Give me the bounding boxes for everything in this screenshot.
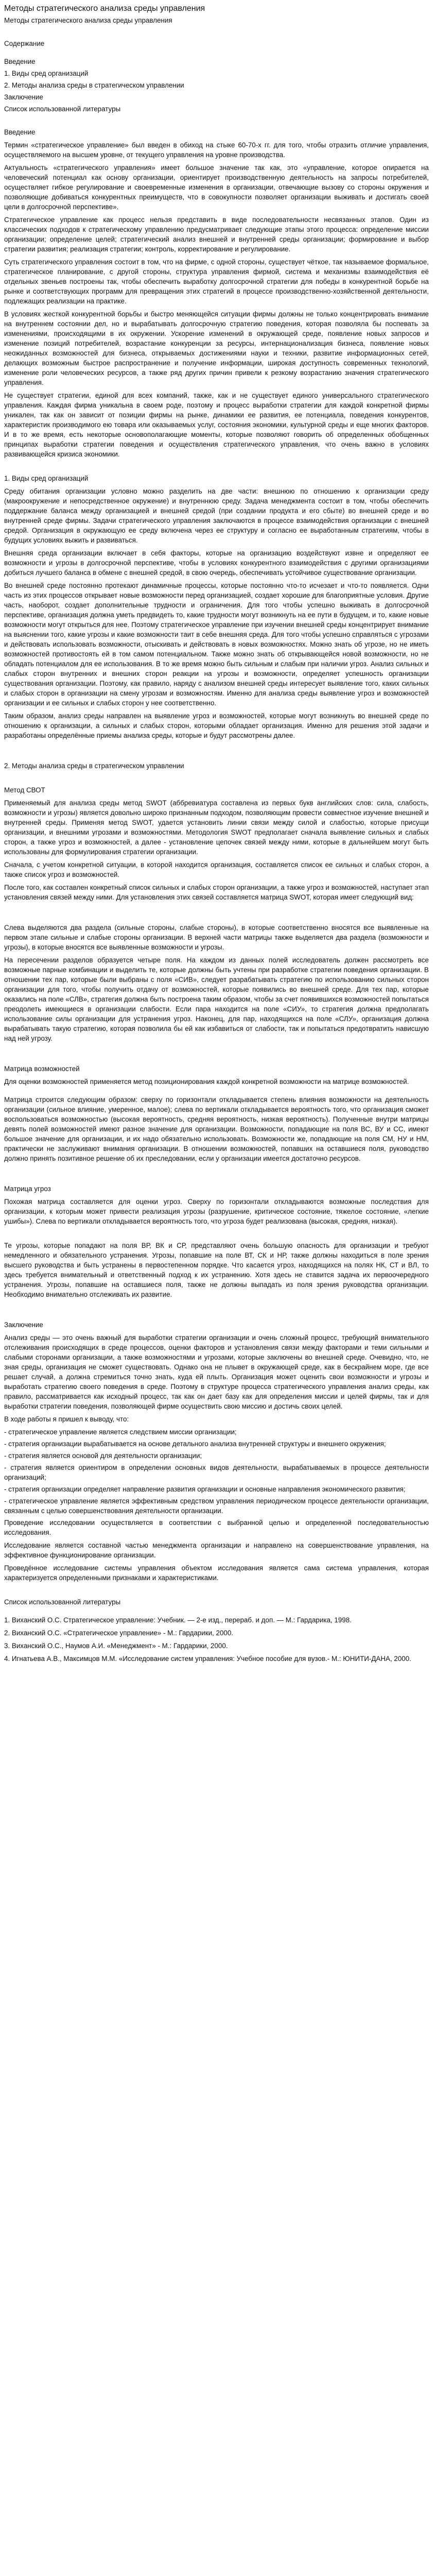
paragraph: Те угрозы, которые попадают на поля ВР, ВК и СР, представляют очень большую опасность для организации и требуют немедленного и обязательного устранения. Угрозы, попавшие на поле ВТ, СК и НР, также должны находиться в поле зрения высшего руководства и быть устранены в первостепенном порядке. Что касается угроз, находящихся на полях НК, СТ и ВЛ, то здесь требуется внимательный и ответственный подход к их устранению. Хотя здесь не ставится задача их первоочередного устранения. Угрозы, попавшие на оставшиеся поля, также не должны выпадать из поля зрения руководства организации. Необходимо внимательно отслеживать их развитие.	[4, 1242, 429, 1298]
bibliography-item: 4. Игнатьева А.В., Максимцов М.М. «Исследование систем управления: Учебное пособие для вузов.- М.: ЮНИТИ-ДАНА, 2000.	[4, 1655, 411, 1663]
paragraph: Среду обитания организации условно можно разделить на две части: внешнюю по отношению к организации среду (макроокружение и непосредственное окружение) и внутреннюю среду. Задача менеджмента состоит в том, чтобы обеспечить поддержание баланса между организацией и внешней средой (при создании продукта и его сбыте) во внешней среде и во внутренней среде фирмы. Задачи стратегического управления заключаются в процессе взаимодействия организации с внешней средой. Организация в окружающую ее среду включена через ее структуру и согласно ее выработанным стратегиям, чтобы в будущих условиях выжить и развиваться.	[4, 487, 429, 544]
paragraph: Таким образом, анализ среды направлен на выявление угроз и возможностей, которые могут возникнуть во внешней среде по отношению к организации, а сильных и слабых сторон, которыми обладает организация. Именно для решения этой задачи и разработаны определённые приемы анализа среды, которые и будут рассмотрены далее.	[4, 712, 429, 739]
document-subtitle: Методы стратегического анализа среды управления	[4, 16, 172, 24]
section-1	[4, 473, 429, 740]
list-item: - стратегия организации вырабатывается на основе детального анализа внутренней структуры и внешнего окружения;	[4, 1440, 386, 1448]
bibliography-item: 3. Виханский О.С., Наумов А.И. «Менеджмент» - М.: Гардарики, 2000.	[4, 1642, 228, 1650]
paragraph: Анализ среды — это очень важный для выработки стратегии организации и очень сложный процесс, требующий внимательного отслеживания происходящих в среде процессов, оценки факторов и установления связи между факторами и теми сильными и слабыми сторонами организации, а также возможностями и угрозами, которые заключены во внешней среде. Очевидно, что, не зная среды, организация не сможет существовать. Однако она не плывет в окружающей среде, как в бескрайнем море, где все решает случай, а должна стремиться точно знать, куда ей плыть. Организация может оценить свои возможности и угрозы и выработать стратегию своего поведения в среде. Поэтому в структуре процесса стратегического управления анализ среды, как правило, рассматривается как исходный процесс, так как он дает базу как для определения миссии и целей фирмы, так и для выработки стратегии поведения, позволяющей фирме осуществить свою миссию и достичь своих целей.	[4, 1334, 429, 1410]
paragraph: На пересечении разделов образуется четыре поля. На каждом из данных полей исследователь должен рассмотреть все возможные парные комбинации и выделить те, которые должны быть учтены при разработке стратегии поведения организации. В отношении тех пар, которые были выбраны с поля «СИВ», следует разрабатывать стратегию по использованию сильных сторон организации для того, чтобы получить отдачу от возможностей, которые появились во внешней среде. Для тех пар, которые оказались на поле «СЛВ», стратегия должна быть построена таким образом, чтобы за счет появившихся возможностей попытаться преодолеть имеющиеся в организации слабости. Если пара находится на поле «СИУ», то стратегия должна предполагать использование силы организации для устранения угроз. Наконец, для пар, находящихся на поле «СЛУ», организация должна вырабатывать такую стратегию, которая позволила бы ей как избавиться от слабости, так и попытаться предотвратить нависшую над ней угрозу.	[4, 956, 429, 1042]
document-title: Методы стратегического анализа среды управления	[4, 4, 205, 13]
paragraph: Для оценки возможностей применяется метод позиционирования каждой конкретной возможности на матрице возможностей.	[4, 1078, 409, 1086]
paragraph: Во внешней среде постоянно протекают динамичные процессы, которые постоянно что-то исчезает и что-то появляется. Одни часть из этих процессов открывает новые возможности перед организацией, создает хорошие для благоприятные условия. Другие часть, наоборот, создает дополнительные трудности и ограничения. Для того чтобы успешно выживать в долгосрочной перспективе, организация должна уметь предвидеть то, какие трудности могут возникнуть на ее пути в будущем, и то, какие новые возможности могут открыться для нее. Поэтому стратегическое управление при изучении внешней среды концентрирует внимание на выяснении того, какие угрозы и какие возможности таит в себе внешняя среда. Для того чтобы успешно справляться с угрозами и действовать использовать возможности, отыскивать и действовать в новых возможностях. Можно знать об угрозе, но не иметь возможностей противостоять ей в том самом потенциальном. Также можно знать об открывающейся новой возможности, но не обладать потенциалом для ее использования. В то же время можно быть сильным и слабым при наличии угроз. Анализ сильных и слабых сторон внутренних и внешних сторон реакции на угрозы и возможности, определяет успешность организации существования организации. Поэтому, как правило, наряду с анализом внешней среды интересует выявление того, каких сильных и слабых сторон в организации на смену угрозам и возможностям. Именно для анализа среды выявление угроз и возможностей организации и ее сильных и слабых сторон у нее соответственно.	[4, 582, 429, 707]
bibliography-section	[4, 1597, 429, 1664]
swot-heading: Метод СВОТ	[4, 786, 45, 794]
toc-item: Заключение	[4, 93, 43, 101]
paragraph: Применяемый для анализа среды метод SWOT (аббревиатура составлена из первых букв английских слов: сила, слабость, возможности и угрозы) является довольно широко признанным подходом, позволяющим провести совместное изучение внешней и внутренней среды. Применяя метод SWOT, удается установить линии связи между силой и слабостью, которые присущи организации, и внешними угрозами и возможностями. Методология SWOT предполагает сначала выявление сильных и слабых сторон, а также угроз и возможностей, а далее - установление цепочек связей между ними, которые в дальнейшем могут быть использованы для формулирования стратегии организации.	[4, 799, 429, 856]
opportunity-matrix-heading: Матрица возможностей	[4, 1065, 80, 1073]
paragraph: В ходе работы я пришел к выводу, что:	[4, 1415, 129, 1423]
toc-item: Введение	[4, 58, 36, 65]
paragraph: Суть стратегического управления состоит в том, что на фирме, с одной стороны, существует чёткое, так называемое формальное, стратегическое планирование, с другой стороны, структура управления фирмой, система и механизмы взаимодействия её отдельных звеньев построены так, чтобы обеспечить выработку долгосрочной стратегии для победы в конкурентной борьбе на рынке и соответствующих программ для превращения этих стратегий в процессе производственно-хозяйственной деятельности, подлежащих реализации на практике.	[4, 258, 429, 305]
paragraph: После того, как составлен конкретный список сильных и слабых сторон организации, а также угроз и возможностей, наступает этап установления связей между ними. Для установления этих связей составляется матрица SWOT, которая имеет следующий вид:	[4, 884, 429, 901]
paragraph: Матрица строится следующим образом: сверху по горизонтали откладывается степень влияния возможности на деятельность организации (сильное влияние, умеренное, малое); слева по вертикали откладывается вероятность того, что организация сможет воспользоваться возможностью (высокая вероятность, средняя вероятность, низкая вероятность). Полученные внутри матрицы девять полей возможностей имеют разное значение для организации. Возможности, попадающие на поля ВС, ВУ и СС, имеют большое значение для организации, и их надо обязательно использовать. Возможности же, попадающие на поля СМ, НУ и НМ, практически не заслуживают внимания организации. В отношении возможностей, попавших на оставшиеся поля, руководство должно принять позитивное решение об их преследовании, если у организации имеется достаточно ресурсов.	[4, 1096, 429, 1162]
paragraph: Актуальность «стратегического управления» имеет большое значение так как, это «управление, которое опирается на человеческий потенциал как основу организации, ориентирует производственную деятельность на запросы потребителей, осуществляет гибкое регулирование и своевременные изменения в организации, отвечающие вызову со стороны окружения и позволяющие добиваться конкурентных преимуществ, что в совокупности позволяет организации выживать и достигать своей цели в долгосрочной перспективе».	[4, 164, 429, 211]
bibliography-heading: Список использованной литературы	[4, 1598, 121, 1606]
toc-heading: Содержание	[4, 40, 45, 47]
list-item: - стратегия является ориентиром в определении основных видов деятельности, вырабатываемых в процессе деятельности организаций;	[4, 1464, 429, 1481]
paragraph: Сначала, с учетом конкретной ситуации, в которой находится организация, составляется список ее сильных и слабых сторон, а также список угроз и возможностей.	[4, 861, 429, 878]
paragraph: Внешняя среда организации включает в себя факторы, которые на организацию воздействуют извне и определяют ее возможности и угрозы в долгосрочной перспективе, чтобы в условиях конкурентного взаимодействия с другими организациями добиться лучшего баланса в обмене с внешней средой, в свою очередь, обеспечивать устойчивое существование организации.	[4, 549, 429, 577]
threat-matrix-heading: Матрица угроз	[4, 1185, 51, 1193]
paragraph: Слева выделяются два раздела (сильные стороны, слабые стороны), в которые соответственно вносятся все выявленные на первом этапе сильные и слабые стороны организации. В верхней части матрицы также выделяется два раздела (возможности и угрозы), в которые вносятся все выявленные возможности и угрозы.	[4, 924, 429, 951]
list-item: - стратегическое управление является следствием миссии организации;	[4, 1428, 237, 1436]
section-2-heading: 2. Методы анализа среды в стратегическом управлении	[4, 762, 184, 770]
toc-item: Список использованной литературы	[4, 105, 121, 113]
intro-heading: Введение	[4, 128, 36, 136]
list-item: - стратегия является основой для деятельности организации;	[4, 1452, 202, 1460]
bibliography-item: 2. Виханский О.С. «Стратегическое управление» - М.: Гардарики, 2000.	[4, 1629, 234, 1637]
paragraph: Проведённое исследование системы управления объектом исследования является сама система управления, которая характеризуется определенными признаками и характеристиками.	[4, 1564, 429, 1582]
paragraph: Термин «стратегическое управление» был введен в обиход на стыке 60-70-х гг. для того, чтобы отразить отличие управления, осуществляемого на высшем уровне, от текущего управления на уровне производства.	[4, 141, 429, 159]
paragraph: В условиях жесткой конкурентной борьбы и быстро меняющейся ситуации фирмы должны не только концентрировать внимание на внутреннем состоянии дел, но и вырабатывать долгосрочную стратегию поведения, которая позволяла бы поспевать за изменениями, происходящими в их окружении. Ускорение изменений в окружающей среде, появление новых запросов и изменение позиций потребителей, возрастание конкуренции за ресурсы, интернационализация бизнеса, появление новых неожиданных возможностей для бизнеса, открываемых достижениями науки и техники, развитие информационных сетей, делающих возможным быстрое распространение и получение информации, широкая доступность современных технологий, изменение роли человеческих ресурсов, а также ряд других причин привели к резкому возрастанию значения стратегического управления.	[4, 310, 429, 386]
section-1-heading: 1. Виды сред организаций	[4, 474, 89, 482]
list-item: - стратегическое управление является эффективным средством управления периодическом процессе деятельности организации, связанным с целью совершенствования деятельности организации.	[4, 1497, 429, 1515]
paragraph: Исследование является составной частью менеджмента организации и направлено на совершенствование управления, на эффективное функционирование организации.	[4, 1541, 429, 1559]
list-item: - стратегия организации определяет направление развития организации и основные направления экономического развития;	[4, 1485, 406, 1493]
bibliography-item: 1. Виханский О.С. Стратегическое управление: Учебник. — 2-е изд., перераб. и доп. — М.: Гардарика, 1998.	[4, 1616, 352, 1624]
toc-item: 2. Методы анализа среды в стратегическом управлении	[4, 81, 184, 89]
section-2	[4, 761, 429, 1299]
introduction-section	[4, 127, 429, 459]
paragraph: Похожая матрица составляется для оценки угроз. Сверху по горизонтали откладываются возможные последствия для организации, к которым может привести реализация угрозы (разрушение, критическое состояние, тяжелое состояние, «легкие ушибы»). Слева по вертикали откладывается вероятность того, что угроза будет реализована (высокая, средняя, низкая).	[4, 1198, 429, 1225]
conclusion-section	[4, 1320, 429, 1583]
paragraph: Стратегическое управление как процесс нельзя представить в виде последовательности несвязанных этапов. Один из классических подходов к стратегическому управлению предусматривает следующие этапы этого процесса: определение миссии организации; определение целей; стратегический анализ внешней и внутренней среды организации; формирование и выбор стратегии развития; реализация стратегии; контроль, корректирование и регулирование.	[4, 216, 429, 253]
paragraph: Не существует стратегии, единой для всех компаний, также, как и не существует единого универсального стратегического управления. Каждая фирма уникальна в своем роде, поэтому и процесс выработки стратегии для каждой конкретной фирмы уникален, так как он зависит от позиции фирмы на рынке, динамики ее развития, ее потенциала, поведения конкурентов, характеристик производимого ею товара или оказываемых услуг, состояния экономики, культурной среды и еще многих факторов. И в то же время, есть некоторые основополагающие моменты, которые позволяют говорить об определенных обобщенных принципах выработки стратегии поведения и осуществления стратегического управления, что очень важно в условиях развивающейся кризиса экономики.	[4, 392, 429, 458]
paragraph: Проведение исследовании осуществляется в соответствии с выбранной целью и определенной последовательностью исследования.	[4, 1519, 429, 1536]
toc-item: 1. Виды сред организаций	[4, 70, 89, 77]
conclusion-heading: Заключение	[4, 1321, 43, 1329]
table-of-contents	[4, 39, 429, 114]
